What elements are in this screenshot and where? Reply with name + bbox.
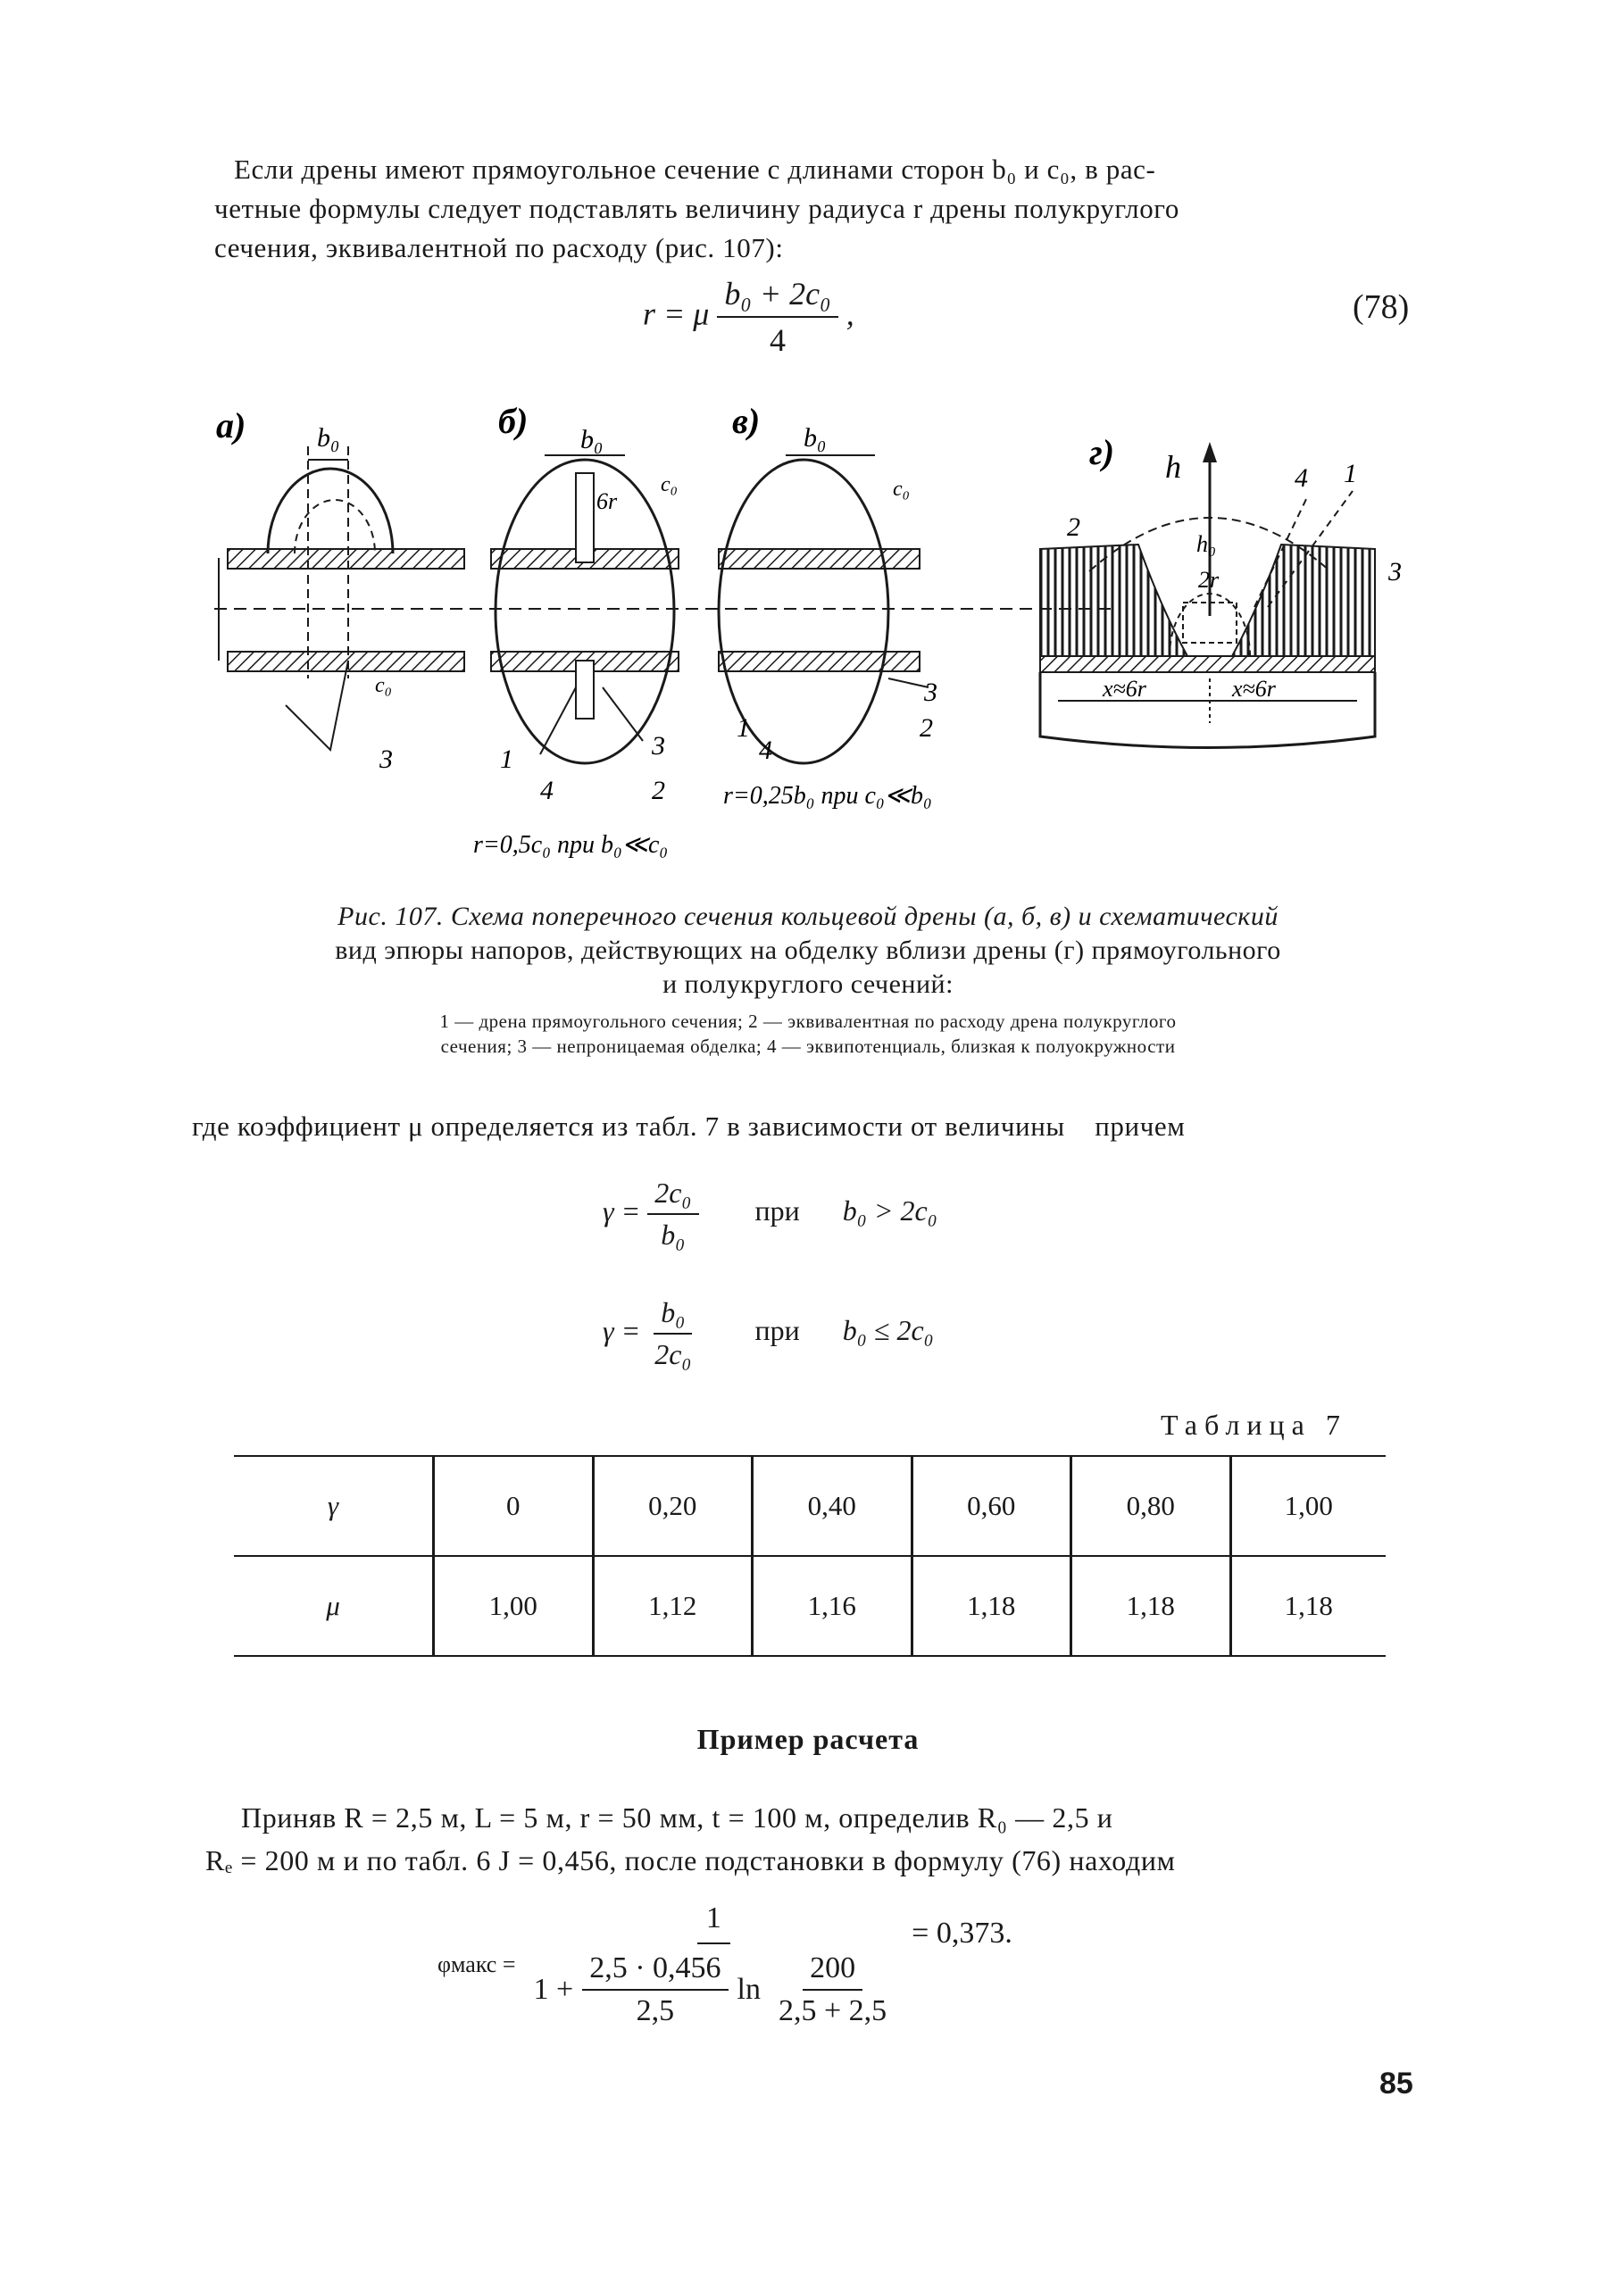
table-cell: 1,18 xyxy=(912,1556,1071,1656)
gamma-1-num: 2c₀ xyxy=(647,1177,698,1215)
gamma-1-den: b₀ xyxy=(661,1219,686,1251)
where-text: где коэффициент μ определяется из табл. 7 в зависимости от величины причем xyxy=(192,1111,1186,1142)
table-7-title: Таблица 7 xyxy=(1161,1409,1347,1441)
table-cell: 1,12 xyxy=(593,1556,753,1656)
table-cell: 1,00 xyxy=(434,1556,594,1656)
formula-78-number: (78) xyxy=(1353,288,1410,326)
formula-78-lhs: r = μ xyxy=(643,295,710,332)
table-7 xyxy=(234,1455,1386,1657)
table-row xyxy=(234,1556,1386,1656)
intro-line-3: сечения, эквивалентной по расходу (рис. 107): xyxy=(214,232,784,263)
x-right-label: x≈6r xyxy=(1232,676,1276,702)
final-f2-den: 2,5 + 2,5 xyxy=(778,1994,887,2027)
final-formula xyxy=(437,1901,1012,2028)
formula-78-numerator: b₀ + 2c₀ xyxy=(717,275,837,318)
two-r-label: 2r xyxy=(1198,567,1220,593)
c0-label-v: c₀ xyxy=(893,478,910,501)
pressure-diagram-left xyxy=(1040,545,1187,656)
final-result: = 0,373. xyxy=(912,1917,1012,1950)
h0-label: h₀ xyxy=(1196,531,1217,557)
final-f2-num: 200 xyxy=(803,1951,862,1991)
num-3-g: 3 xyxy=(1388,557,1402,586)
formula-b: r=0,5c₀ при b₀≪c₀ xyxy=(473,831,669,859)
table-cell: 1,18 xyxy=(1071,1556,1231,1656)
equivalent-drain-a xyxy=(295,500,375,553)
formula-78-fraction xyxy=(717,275,837,359)
final-denominator xyxy=(527,1944,902,2028)
c0-label-b: c₀ xyxy=(661,473,678,496)
table-cell: 0,80 xyxy=(1071,1456,1231,1556)
panel-g xyxy=(1040,432,1402,748)
panel-b-label: б) xyxy=(498,401,529,441)
table-cell: 1,18 xyxy=(1230,1556,1386,1656)
num-3-v: 3 xyxy=(924,678,937,707)
lining-g xyxy=(1040,656,1375,672)
page-number: 85 xyxy=(1379,2067,1413,2101)
six-r-label-b: 6r xyxy=(596,488,618,514)
num-1-b: 1 xyxy=(500,745,513,774)
caption-line-2: вид эпюры напоров, действующих на обделку вблизи дрены (г) прямоугольного xyxy=(335,936,1281,965)
figure-legend xyxy=(187,1009,1429,1059)
panel-b xyxy=(473,401,679,859)
h-label: h xyxy=(1165,449,1181,485)
c0-label-a: c₀ xyxy=(375,674,392,697)
drain-b-bottom xyxy=(576,661,594,719)
panel-v xyxy=(719,401,937,810)
pressure-diagram-right xyxy=(1232,545,1375,656)
gamma-1-cond: b₀ > 2c₀ xyxy=(842,1194,937,1227)
panel-g-label: г) xyxy=(1089,432,1115,472)
panel-a xyxy=(214,405,1116,774)
figure-caption xyxy=(187,900,1429,1002)
b0-label-b: b₀ xyxy=(580,425,604,454)
caption-line-1: Рис. 107. Схема поперечного сечения кольцевой дрены (а, б, в) и схематический xyxy=(337,902,1279,931)
b0-label-v: b₀ xyxy=(804,423,827,453)
num-3-b: 3 xyxy=(652,731,665,761)
final-f1-num: 2,5 · 0,456 xyxy=(582,1951,728,1991)
table-cell: 1,00 xyxy=(1230,1456,1386,1556)
gamma-formula-2 xyxy=(603,1296,934,1371)
drain-b-top xyxy=(576,473,594,562)
table-cell: 0,40 xyxy=(753,1456,912,1556)
formula-v: r=0,25b₀ при c₀≪b₀ xyxy=(723,782,932,810)
num-1-v: 1 xyxy=(737,713,750,743)
table-cell: 0,20 xyxy=(593,1456,753,1556)
gamma-2-den: 2c₀ xyxy=(654,1338,692,1370)
gamma-2-cond-word: при xyxy=(754,1314,800,1347)
table-cell: 1,16 xyxy=(753,1556,912,1656)
example-line-1: Приняв R = 2,5 м, L = 5 м, r = 50 мм, t = 100 м, определив R₀ — 2,5 и xyxy=(241,1801,1113,1834)
row-head-mu: μ xyxy=(326,1590,340,1621)
num-4-v: 4 xyxy=(759,736,772,765)
intro-line-2: четные формулы следует подставлять величину радиуса r дрены полукруглого xyxy=(214,193,1179,224)
legend-line-2: сечения; 3 — непроницаемая обделка; 4 — эквипотенциаль, близкая к полуокружности xyxy=(440,1036,1176,1057)
num-4-g: 4 xyxy=(1295,463,1308,493)
final-den-one: 1 + xyxy=(533,1973,574,2006)
gamma-1-cond-word: при xyxy=(754,1194,800,1227)
final-lhs: φмакс = xyxy=(437,1951,516,1977)
example-line-2: Rₑ = 200 м и по табл. 6 J = 0,456, после подстановки в формулу (76) находим xyxy=(205,1844,1176,1876)
num-3-a: 3 xyxy=(379,745,393,774)
num-1-g: 1 xyxy=(1344,459,1357,488)
panel-a-label: а) xyxy=(216,405,246,445)
table-cell: 0 xyxy=(434,1456,594,1556)
panel-v-label: в) xyxy=(732,401,761,441)
formula-78-denominator: 4 xyxy=(770,322,787,358)
legend-line-1: 1 — дрена прямоугольного сечения; 2 — эквивалентная по расходу дрена полукруглого xyxy=(439,1011,1177,1032)
example-paragraph xyxy=(205,1796,1429,1882)
x-left-label: x≈6r xyxy=(1103,676,1146,702)
caption-line-3: и полукруглого сечений: xyxy=(662,969,954,999)
intro-paragraph xyxy=(214,150,1421,268)
final-f1-den: 2,5 xyxy=(636,1994,675,2027)
num-2-g: 2 xyxy=(1067,512,1080,542)
formula-78 xyxy=(643,275,854,359)
gamma-formula-1 xyxy=(603,1177,937,1252)
row-head-gamma: γ xyxy=(327,1490,339,1521)
gamma-2-num: b₀ xyxy=(654,1296,692,1335)
table-row xyxy=(234,1456,1386,1556)
num-2-b: 2 xyxy=(652,776,665,805)
intro-line-1: Если дрены имеют прямоугольное сечение с длинами сторон b₀ и c₀, в рас- xyxy=(234,154,1156,185)
example-heading: Пример расчета xyxy=(696,1723,920,1755)
formula-78-tail: , xyxy=(845,295,854,332)
final-ln: ln xyxy=(737,1973,761,2006)
final-main-fraction xyxy=(527,1901,902,2028)
final-num: 1 xyxy=(697,1901,730,1944)
lining-top-a xyxy=(228,549,464,569)
gamma-2-lhs: γ = xyxy=(603,1314,641,1347)
b0-label-a: b₀ xyxy=(317,423,340,453)
table-cell: 0,60 xyxy=(912,1456,1071,1556)
num-2-v: 2 xyxy=(920,713,933,743)
equipotential-a xyxy=(268,469,393,553)
num-4-b: 4 xyxy=(540,776,554,805)
gamma-1-lhs: γ = xyxy=(603,1194,641,1227)
figure-107 xyxy=(196,393,1429,893)
gamma-2-cond: b₀ ≤ 2c₀ xyxy=(842,1314,934,1347)
